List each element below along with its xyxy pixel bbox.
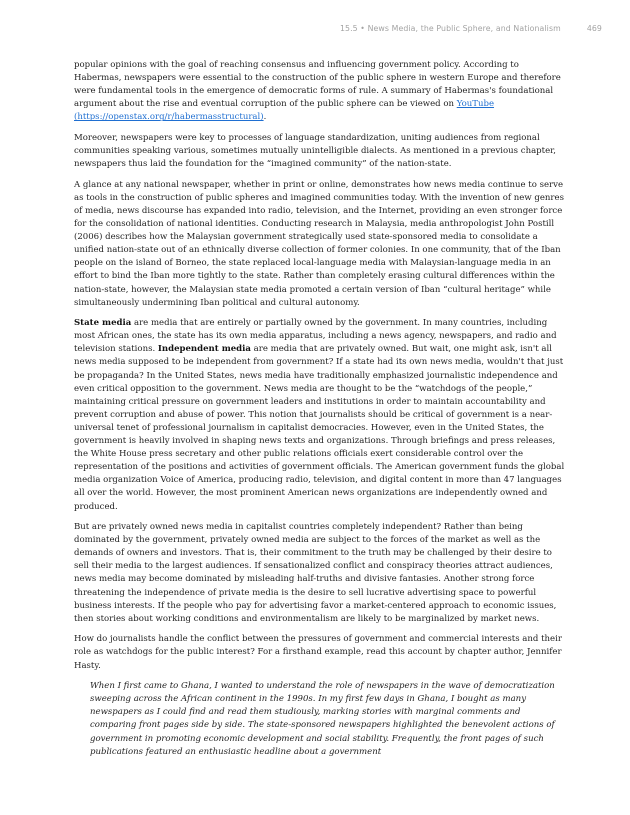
- paragraph-text: .: [263, 112, 267, 123]
- term-state-media: State media: [74, 318, 132, 329]
- paragraph-text: popular opinions with the goal of reaching consensus and influencing government policy. According to Habermas, newspapers were essential to the construction of the public sphere in western Europe and therefore were fundamental tools in the emergence of democratic forms of rule. A summary of Habermas's foundational argument about the rise and eventual corruption of the public sphere can be viewed on: [74, 60, 561, 110]
- page-number: 469: [586, 24, 602, 33]
- paragraph-journalists-conflict: How do journalists handle the conflict between the pressures of government and commercial interests and their role as watchdogs for the public interest? For a firsthand example, read this account by chapter author, Jennifer Hasty.: [74, 634, 562, 671]
- body-text: [74, 59, 568, 759]
- youtube-link[interactable]: YouTube (https://openstax.org/r/habermasstructural): [74, 99, 495, 123]
- paragraph-habermas: [74, 59, 568, 124]
- paragraph-language-standardization: Moreover, newspapers were key to processes of language standardization, uniting audiences from regional communities speaking various, sometimes mutually unintelligible dialects. As mentioned in a previous chapter, newspapers thus laid the foundation for the “imagined community” of the nation-state.: [74, 132, 557, 170]
- paragraph-malaysia: A glance at any national newspaper, whether in print or online, demonstrates how news media continue to serve as tools in the construction of public spheres and imagined communities today. With the invention of new genres of media, news discourse has expanded into radio, television, and the Internet, providing an even stronger force for the consolidation of national identities. Conducting research in Malaysia, media anthropologist John Postill (2006) describes how the Malaysian government strategically used state-sponsored media to consolidate a unified nation-state out of an ethnically diverse collection of former colonies. In one community, that of the Iban people on the island of Borneo, the state replaced local-language media with Malaysian-language media in an effort to bind the Iban more tightly to the state. Rather than completely erasing cultural differences within the nation-state, however, the Malaysian state media promoted a certain version of Iban “cultural heritage” while simultaneously undermining Iban political and cultural autonomy.: [74, 179, 564, 308]
- paragraph-private-media: But are privately owned news media in capitalist countries completely independent? Rather than being dominated by the government, privately owned media are subject to the forces of the market as well as the demands of owners and investors. That is, their commitment to the truth may be challenged by their desire to sell their media to the largest audiences. If sensationalized conflict and conspiracy theories attract audiences, news media may become dominated by misleading half-truths and divisive fantasies. Another strong force threatening the independence of private media is the desire to sell lucrative advertising space to powerful business interests. If the people who pay for advertising favor a market-centered approach to economic issues, then stories about working conditions and environmentalism are likely to be marginalized by market news.: [74, 522, 557, 624]
- term-independent-media: Independent media: [157, 344, 251, 355]
- running-title: 15.5 • News Media, the Public Sphere, and Nationalism: [339, 24, 561, 33]
- paragraph-text: are media that are privately owned. But wait, one might ask, isn't all news media supposed to be independent from government? If a state had its own news media, wouldn't that just be propaganda? In the United States, news media have traditionally emphasized journalistic independence and even critical opposition to the government. News media are thought to be the “watchdogs of the people,” maintaining critical pressure on government leaders and institutions in order to maintain accountability and prevent corruption and abuse of power. This notion that journalists should be critical of government is a near-universal tenet of professional journalism in capitalist democracies. However, even in the United States, the government is heavily involved in shaping news texts and organizations. Through briefings and press releases, the White House press secretary and other public relations officials exert considerable control over the representation of the positions and activities of government officials. The American government funds the global media organization Voice of America, producing radio, television, and digital content in more than 47 languages all over the world. However, the most prominent American news organizations are independently owned and produced.: [74, 344, 565, 512]
- author-account-quote: When I first came to Ghana, I wanted to understand the role of newspapers in the wave of democratization sweeping across the African continent in the 1990s. In my first few days in Ghana, I bought as many newspapers as I could find and read them studiously, marking stories with marginal comments and comparing front pages side by side. The state-sponsored newspapers highlighted the benevolent actions of government in promoting economic development and social stability. Frequently, the front pages of such publications featured an enthusiastic headline about a government: [90, 681, 555, 757]
- paragraph-state-media: [74, 317, 568, 513]
- paragraph-text: are media that are entirely or partially owned by the government. In many countries, including most African ones, the state has its own media apparatus, including a news agency, newspapers, and radio and television stations.: [74, 318, 557, 355]
- running-header: [340, 24, 602, 33]
